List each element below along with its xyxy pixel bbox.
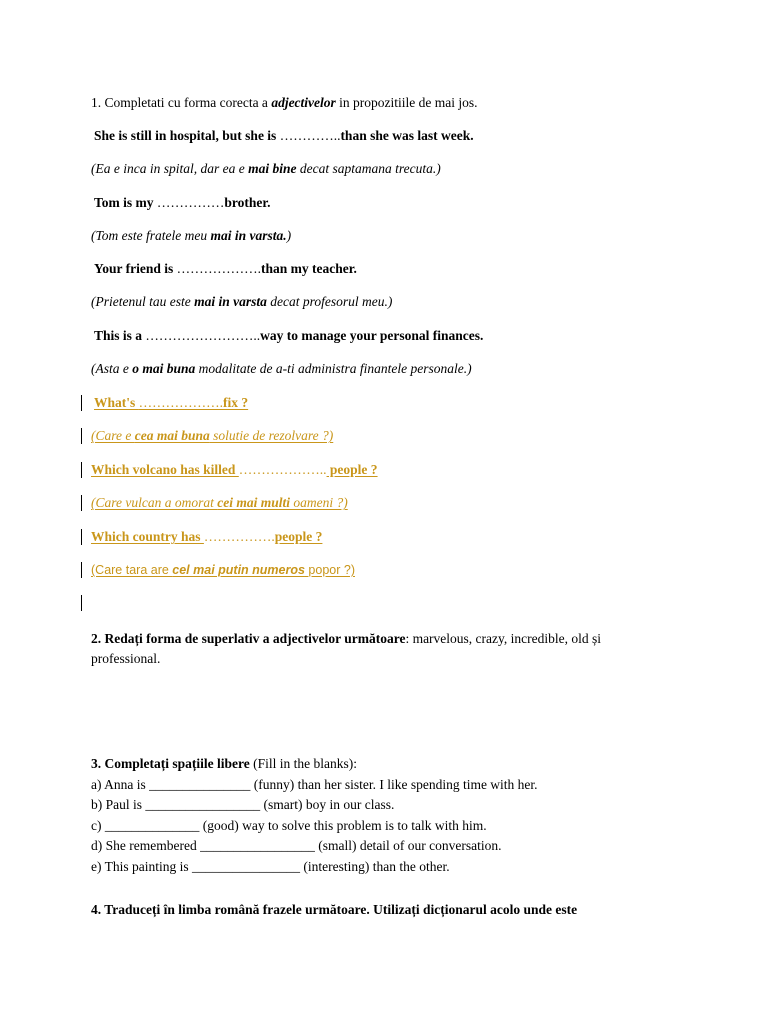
blank-dots: ……………. bbox=[203, 529, 275, 544]
ex1-sentence-5: What's ……………….fix ? bbox=[94, 395, 249, 410]
change-bar bbox=[81, 428, 82, 444]
ex1-instruction-emphasis: adjectivelor bbox=[271, 95, 336, 110]
ex1-instruction-post: in propozitiile de mai jos. bbox=[335, 95, 478, 110]
blank-dots: …………………….. bbox=[145, 328, 261, 343]
blank-dots: ………………. bbox=[138, 395, 224, 410]
ex3-heading: 3. Completați spațiile libere bbox=[91, 756, 250, 771]
ex3-instruction: 3. Completați spațiile libere (Fill in the blanks): bbox=[91, 756, 357, 771]
ex1-sentence-6: Which volcano has killed ……………….. people ? bbox=[91, 462, 378, 477]
change-bar bbox=[81, 595, 82, 611]
ex3-item-b: b) Paul is _________________ (smart) boy in our class. bbox=[91, 797, 395, 812]
ex4-instruction: 4. Traduceți în limba română frazele următoare. Utilizați dicționarul acolo unde este bbox=[91, 902, 578, 917]
ex3-item-a: a) Anna is _______________ (funny) than her sister. I like spending time with her. bbox=[91, 777, 538, 792]
ex1-translation-3: (Prietenul tau este mai in varsta decat profesorul meu.) bbox=[91, 294, 393, 309]
ex1-translation-7: (Care tara are cel mai putin numeros popor ?) bbox=[91, 563, 355, 577]
ex3-item-c: c) ______________ (good) way to solve this problem is to talk with him. bbox=[91, 818, 487, 833]
ex1-translation-5: (Care e cea mai buna solutie de rezolvare ?) bbox=[91, 428, 334, 443]
blank-dots: ……………….. bbox=[238, 462, 327, 477]
ex1-translation-2: (Tom este fratele meu mai in varsta.) bbox=[91, 228, 292, 243]
ex2-heading: 2. Redați forma de superlativ a adjectivelor următoare bbox=[91, 631, 406, 646]
change-bar bbox=[81, 462, 82, 478]
ex1-translation-1: (Ea e inca in spital, dar ea e mai bine decat saptamana trecuta.) bbox=[91, 161, 441, 176]
ex3-item-e: e) This painting is ________________ (interesting) than the other. bbox=[91, 859, 450, 874]
ex1-sentence-4: This is a ……………………..way to manage your personal finances. bbox=[94, 328, 484, 343]
change-bar bbox=[81, 495, 82, 511]
ex2-instruction-cont: professional. bbox=[91, 651, 161, 666]
ex1-sentence-3: Your friend is ……………….than my teacher. bbox=[94, 261, 357, 276]
ex1-sentence-2: Tom is my ……………brother. bbox=[94, 195, 271, 210]
ex1-sentence-1: She is still in hospital, but she is …………..than she was last week. bbox=[94, 128, 474, 143]
ex1-instruction bbox=[91, 94, 478, 112]
ex1-sentence-7: Which country has …………….people ? bbox=[91, 529, 323, 544]
change-bar bbox=[81, 395, 82, 411]
blank-dots: ………………. bbox=[176, 261, 262, 276]
change-bar bbox=[81, 529, 82, 545]
ex2-instruction: 2. Redați forma de superlativ a adjectivelor următoare: marvelous, crazy, incredible, old și bbox=[91, 631, 601, 646]
change-bar bbox=[81, 562, 82, 578]
ex3-item-d: d) She remembered _________________ (small) detail of our conversation. bbox=[91, 838, 502, 853]
blank-dots: ………….. bbox=[279, 128, 341, 143]
ex1-translation-6: (Care vulcan a omorat cei mai multi oameni ?) bbox=[91, 495, 348, 510]
blank-dots: …………… bbox=[156, 195, 225, 210]
ex1-translation-4: (Asta e o mai buna modalitate de a-ti administra finantele personale.) bbox=[91, 361, 472, 376]
ex1-instruction-pre: 1. Completati cu forma corecta a bbox=[91, 95, 272, 110]
